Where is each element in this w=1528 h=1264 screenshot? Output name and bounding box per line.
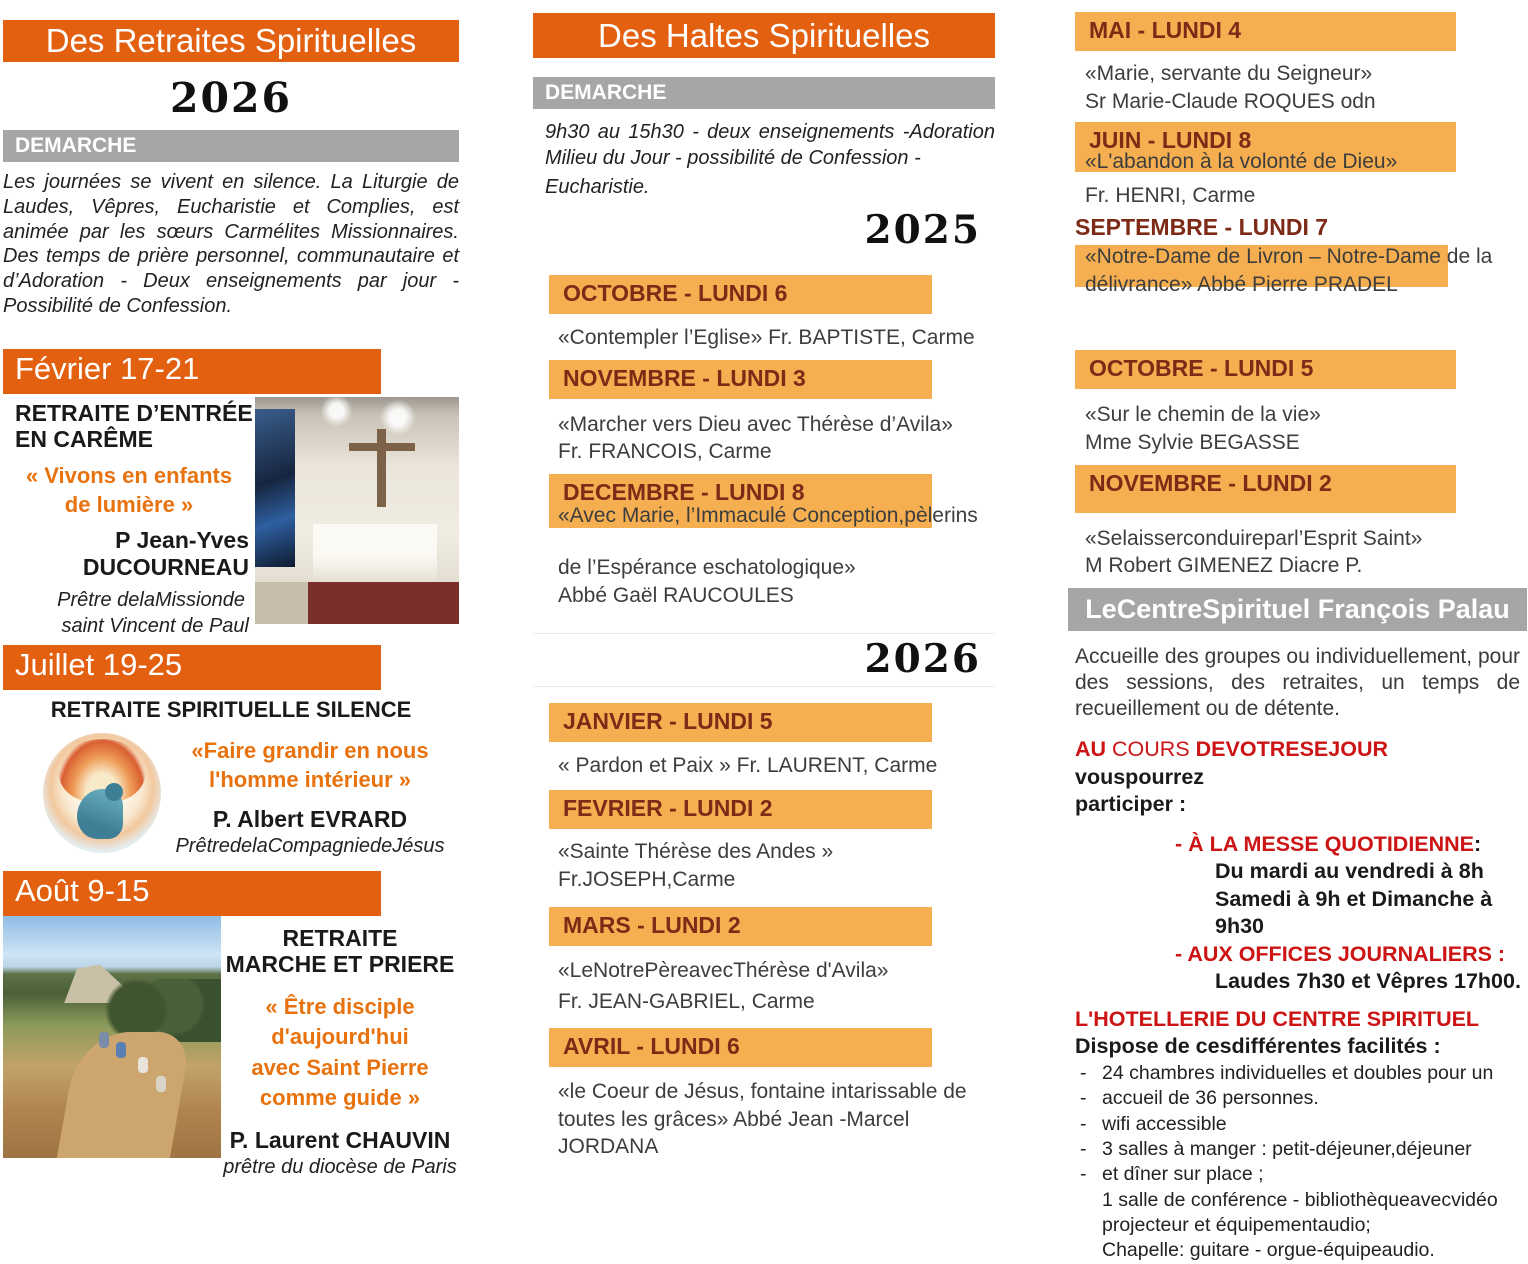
facility-text: 24 chambres individuelles et doubles pour un [1102,1061,1494,1084]
event-line: «L'abandon à la volonté de Dieu» [1085,150,1398,174]
messe-header-red: - À LA MESSE QUOTIDIENNE [1175,831,1475,856]
month-banner: OCTOBRE - LUNDI 6 [549,275,932,314]
hiker-figure [116,1042,126,1058]
month-banner: FEVRIER - LUNDI 2 [549,790,932,829]
event-line: délivrance» Abbé Pierre PRADEL [1085,272,1398,296]
retreat-quote-line: avec Saint Pierre [251,1054,429,1080]
sejour-au: AU [1075,737,1113,762]
offices-header: - AUX OFFICES JOURNALIERS : [1175,941,1506,966]
retreat-quote-line: « Vivons en enfants [25,463,233,489]
haltes-year-2025: 2025 [864,207,981,253]
panel-haltes [533,0,995,1161]
demarche-line: 9h30 au 15h30 - deux enseignements -Adoration [545,121,995,143]
facility-text: 3 salles à manger : petit-déjeuner,déjeuner [1102,1137,1472,1160]
facility-item [1067,1162,1528,1187]
retreat-quote-line: d'aujourd'hui [271,1024,409,1050]
event-line: Fr. HENRI, Carme [1085,184,1256,208]
facility-item [1067,1112,1528,1137]
retraites-demarche-banner: DEMARCHE [3,130,459,162]
facility-item [1067,1061,1528,1086]
haltes-demarche-text [533,121,995,199]
retreat-leader-line: P Jean-Yves [115,527,249,554]
hiker-figure [156,1076,166,1092]
retraites-title-banner: Des Retraites Spirituelles [3,20,459,62]
retreat-aout-body [3,916,459,1180]
retreat-quote-line: «Faire grandir en nous [191,738,429,764]
facility-text: accueil de 36 personnes. [1102,1087,1319,1110]
retreat-title-line: EN CARÊME [15,425,154,452]
month-banner: MAI - LUNDI 4 [1075,12,1456,51]
month-banner: DECEMBRE - LUNDI 8 [549,474,932,528]
event-line: Abbé Gaël RAUCOULES [558,583,794,607]
event-line: «Sur le chemin de la vie» [1085,403,1321,427]
event-line: «le Coeur de Jésus, fontaine intarissable de [558,1079,967,1103]
facility-item [1067,1238,1528,1263]
panel-retraites [3,0,459,1180]
retreat-quote-line: « Être disciple [265,993,415,1019]
retreat-aout-text [221,916,459,1180]
highlighted-event [1067,243,1528,298]
list-dash: - [1080,1163,1087,1186]
event-line: «Marcher vers Dieu avec Thérèse d’Avila» [558,412,953,436]
hiker-figure [99,1032,109,1048]
retreat-fevrier-datebar: Février 17-21 [3,349,381,394]
retreat-juillet-text [161,733,459,859]
carpet [255,582,459,624]
event-line: M Robert GIMENEZ Diacre P. [1085,554,1363,578]
facility-text: et dîner sur place ; [1102,1163,1264,1186]
haltes-year-2026: 2026 [864,636,981,683]
facility-text: 1 salle de conférence - bibliothèqueavecvidéo [1102,1188,1498,1211]
sejour-devotre: DEVOTRESEJOUR [1195,737,1389,762]
facility-item [1067,1086,1528,1111]
facility-text: projecteur et équipementaudio; [1102,1214,1371,1237]
retreat-role-line: prêtre du diocèse de Paris [223,1156,457,1179]
sejour-line [1075,736,1520,791]
month-banner: NOVEMBRE - LUNDI 3 [549,360,932,399]
event-line: Fr.JOSEPH,Carme [558,867,736,891]
hotellerie-subtitle: Dispose de cesdifférentes facilités : [1075,1034,1441,1059]
retreat-fevrier-text [3,397,255,640]
list-dash: - [1080,1061,1087,1084]
event-line: «Marie, servante du Seigneur» [1085,62,1373,85]
event-line: « Pardon et Paix » Fr. LAURENT, Carme [558,754,938,778]
facility-text: wifi accessible [1102,1112,1227,1135]
retreat-quote-line: comme guide » [259,1084,421,1110]
crucifix [377,429,386,507]
retreat-role-line: PrêtredelaCompagniedeJésus [175,835,445,858]
facilities-list [1067,1061,1528,1264]
retreat-title-line: RETRAITE [282,925,398,952]
retreat-title-line: MARCHE ET PRIERE [225,951,455,978]
facility-item [1067,1188,1528,1213]
event-line: de l’Espérance eschatologique» [558,555,856,579]
retreat-aout-datebar: Août 9-15 [3,871,381,916]
retreat-juillet-datebar: Juillet 19-25 [3,645,381,690]
list-dash: - [1080,1112,1087,1135]
sejour-line2: participer : [1075,792,1187,817]
messe-header [1175,831,1528,859]
event-line: «Sainte Thérèse des Andes » [558,840,834,864]
haltes-title-banner: Des Haltes Spirituelles [533,13,995,58]
altar [313,524,437,582]
facility-item [1067,1213,1528,1238]
retreat-juillet-body [3,733,459,859]
event-line: Fr. JEAN-GABRIEL, Carme [558,990,815,1014]
month-banner: OCTOBRE - LUNDI 5 [1075,350,1456,389]
month-banner: JUIN - LUNDI 8 [1075,122,1456,172]
offices-schedule-line: Laudes 7h30 et Vêpres 17h00. [1215,969,1521,994]
list-dash: - [1080,1087,1087,1110]
demarche-line: Eucharistie. [545,176,650,198]
event-line: «Notre-Dame de Livron – Notre-Dame de la [1085,244,1493,268]
crucifix [349,443,415,451]
event-line: toutes les grâces» Abbé Jean -Marcel JORDANA [558,1107,910,1159]
month-banner: NOVEMBRE - LUNDI 2 [1075,465,1456,513]
event-line: Fr. FRANCOIS, Carme [558,440,772,464]
retreat-leader-line: DUCOURNEAU [82,554,249,581]
retreat-title-line: RETRAITE D’ENTRÉE [15,399,253,426]
sejour-cours: COURS [1112,737,1196,762]
hotellerie-title: L'HOTELLERIE DU CENTRE SPIRITUEL [1075,1006,1480,1031]
month-header: SEPTEMBRE - LUNDI 7 [1075,213,1329,240]
retreat-quote-line: de lumière » [64,491,194,517]
facility-item [1067,1137,1528,1162]
hiking-trail-photo [3,916,221,1158]
retreat-leader-line: P. Albert EVRARD [212,806,408,833]
sejour-rest: vouspourrez [1075,764,1205,789]
year-divider [533,633,995,687]
praying-figure-icon [105,783,123,801]
list-dash: - [1080,1137,1087,1160]
list-dash [1067,1238,1102,1263]
month-banner: AVRIL - LUNDI 6 [549,1028,932,1067]
event-line: Sr Marie-Claude ROQUES odn [1085,89,1376,113]
retreat-role-line: saint Vincent de Paul [61,615,249,638]
month-banner: JANVIER - LUNDI 5 [549,703,932,742]
stained-glass-window [255,409,295,567]
centre-intro: Accueille des groupes ou individuellement, pour des sessions, des retraites, un temps de recueillement ou de détente. [1075,645,1520,721]
list-dash [1067,1188,1102,1213]
event-line: «Contempler l’Eglise» Fr. BAPTISTE, Carme [558,326,975,349]
retraites-demarche-text: Les journées se vivent en silence. La Liturgie de Laudes, Vêpres, Eucharistie et Complies, est animée par les sœurs Carmélites Missionnaires. Des temps de prière personnel, communautaire et d’Adoration - Deux enseignements par jour - Possibilité de Confession. [3,171,459,317]
chapel-altar-photo [255,397,459,624]
list-dash [1067,1213,1102,1238]
retreat-quote-line: l'homme intérieur » [208,766,412,792]
messe-schedule-line: Samedi à 9h et Dimanche à 9h30 [1215,886,1493,939]
flame-prayer-logo [43,733,161,853]
retreat-role-line: Prêtre delaMissionde [57,589,245,612]
messe-schedule-line: Du mardi au vendredi à 8h [1215,859,1484,884]
centre-title-banner: LeCentreSpirituel François Palau [1068,588,1527,631]
event-line: «LeNotrePèreavecThérèse d'Avila» [558,959,889,983]
facility-text: Chapelle: guitare - orgue-équipeaudio. [1102,1239,1435,1262]
retreat-title-line: RETRAITE SPIRITUELLE SILENCE [50,697,412,723]
retreat-leader-line: P. Laurent CHAUVIN [229,1127,451,1154]
event-line: Mme Sylvie BEGASSE [1085,431,1300,455]
month-banner: MARS - LUNDI 2 [549,907,932,946]
haltes-demarche-banner: DEMARCHE [533,77,995,109]
hiker-figure [138,1057,148,1073]
event-line: «Avec Marie, l’Immaculé Conception,pèlerins [558,504,978,528]
retraites-year: 2026 [169,74,293,122]
panel-right [1067,0,1528,1264]
demarche-line: Milieu du Jour - possibilité de Confession - [545,147,921,169]
retreat-fevrier-body [3,397,459,640]
event-line: «Selaisserconduireparl’Esprit Saint» [1085,526,1423,550]
messe-header-colon: : [1474,831,1482,856]
